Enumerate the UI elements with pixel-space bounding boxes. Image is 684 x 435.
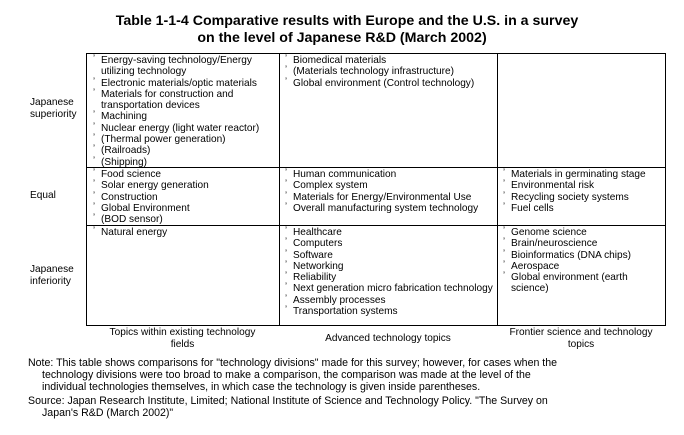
column-label-line: fields bbox=[170, 338, 195, 350]
list-item: ’ Food science bbox=[92, 169, 276, 180]
list-item: ’ Complex system bbox=[284, 180, 494, 191]
list-item: ’ (BOD sensor) bbox=[92, 214, 276, 225]
comparison-table bbox=[86, 53, 666, 326]
column-label-line: topics bbox=[567, 338, 595, 350]
source-line: Japan's R&D (March 2002)" bbox=[42, 407, 174, 419]
list-item: ’ Next generation micro fabrication technology bbox=[284, 283, 494, 294]
list-item: ’ Global environment (earth science) bbox=[502, 272, 662, 295]
list-item: ’ Recycling society systems bbox=[502, 192, 662, 203]
note-line: technology divisions were too broad to make a comparison, the comparison was made at the level of the bbox=[42, 369, 531, 381]
list-item: ’ Materials in germinating stage bbox=[502, 169, 662, 180]
list-item: ’ Brain/neuroscience bbox=[502, 238, 662, 249]
column-label-frontier bbox=[496, 327, 666, 350]
table-title bbox=[0, 13, 684, 47]
list-item: ’ Overall manufacturing system technology bbox=[284, 203, 494, 214]
cell-superiority-existing bbox=[92, 55, 276, 168]
list-item: ’ Electronic materials/optic materials bbox=[92, 78, 276, 89]
row-label-line: Equal bbox=[30, 190, 56, 201]
row-label-line: superiority bbox=[30, 109, 77, 120]
list-item: ’ Biomedical materials bbox=[284, 55, 494, 66]
list-item: ’ Global Environment bbox=[92, 203, 276, 214]
list-item: ’ Machining bbox=[92, 111, 276, 122]
table-source bbox=[28, 395, 670, 419]
cell-inferiority-advanced bbox=[284, 227, 494, 317]
list-item: ’ Construction bbox=[92, 192, 276, 203]
cell-inferiority-frontier bbox=[502, 227, 662, 295]
row-label-superiority bbox=[30, 97, 77, 121]
list-item: ’ (Railroads) bbox=[92, 145, 276, 156]
list-item: ’ Materials for construction and transportation devices bbox=[92, 89, 276, 112]
list-item: ’ Human communication bbox=[284, 169, 494, 180]
list-item: ’ Solar energy generation bbox=[92, 180, 276, 191]
column-label-advanced bbox=[279, 333, 497, 345]
list-item: ’ (Thermal power generation) bbox=[92, 134, 276, 145]
title-line-1: Table 1-1-4 Comparative results with Europe and the U.S. in a survey bbox=[115, 13, 579, 29]
column-label-line: Topics within existing technology bbox=[109, 327, 256, 338]
list-item: ’ Transportation systems bbox=[284, 306, 494, 317]
column-label-line: Advanced technology topics bbox=[325, 333, 451, 344]
list-item: ’ Networking bbox=[284, 261, 494, 272]
source-line: Source: Japan Research Institute, Limited; National Institute of Science and Technology Policy. "The Survey on bbox=[28, 395, 548, 407]
cell-equal-frontier bbox=[502, 169, 662, 214]
cell-equal-existing bbox=[92, 169, 276, 225]
list-item: ’ Software bbox=[284, 250, 494, 261]
column-divider bbox=[279, 54, 280, 325]
cell-superiority-advanced bbox=[284, 55, 494, 89]
cell-inferiority-existing bbox=[92, 227, 276, 238]
list-item: ’ Aerospace bbox=[502, 261, 662, 272]
cell-equal-advanced bbox=[284, 169, 494, 214]
list-item: ’ Healthcare bbox=[284, 227, 494, 238]
row-label-line: Japanese bbox=[30, 97, 74, 108]
list-item: ’ Materials for Energy/Environmental Use bbox=[284, 192, 494, 203]
column-label-line: Frontier science and technology bbox=[509, 327, 653, 338]
table-note bbox=[28, 357, 670, 393]
list-item: ’ Assembly processes bbox=[284, 295, 494, 306]
list-item: ’ (Materials technology infrastructure) bbox=[284, 66, 494, 77]
list-item: ’ Bioinformatics (DNA chips) bbox=[502, 250, 662, 261]
note-line: individual technologies themselves, in which case the technology is given inside parentheses. bbox=[42, 381, 481, 393]
column-divider bbox=[497, 54, 498, 325]
row-label-line: Japanese bbox=[30, 264, 74, 275]
list-item: ’ Fuel cells bbox=[502, 203, 662, 214]
column-label-existing bbox=[86, 327, 279, 350]
list-item: ’ Environmental risk bbox=[502, 180, 662, 191]
list-item: ’ Global environment (Control technology) bbox=[284, 78, 494, 89]
list-item: ’ Nuclear energy (light water reactor) bbox=[92, 123, 276, 134]
title-line-2: on the level of Japanese R&D (March 2002) bbox=[197, 30, 487, 46]
list-item: ’ Reliability bbox=[284, 272, 494, 283]
list-item: ’ Energy-saving technology/Energy utilizing technology bbox=[92, 55, 276, 78]
row-label-equal bbox=[30, 190, 56, 202]
list-item: ’ (Shipping) bbox=[92, 157, 276, 168]
note-line: Note: This table shows comparisons for "technology divisions" made for this survey; however, for cases when the bbox=[28, 357, 558, 369]
list-item: ’ Computers bbox=[284, 238, 494, 249]
row-label-line: inferiority bbox=[30, 276, 71, 287]
list-item: ’ Natural energy bbox=[92, 227, 276, 238]
row-label-inferiority bbox=[30, 264, 74, 288]
list-item: ’ Genome science bbox=[502, 227, 662, 238]
